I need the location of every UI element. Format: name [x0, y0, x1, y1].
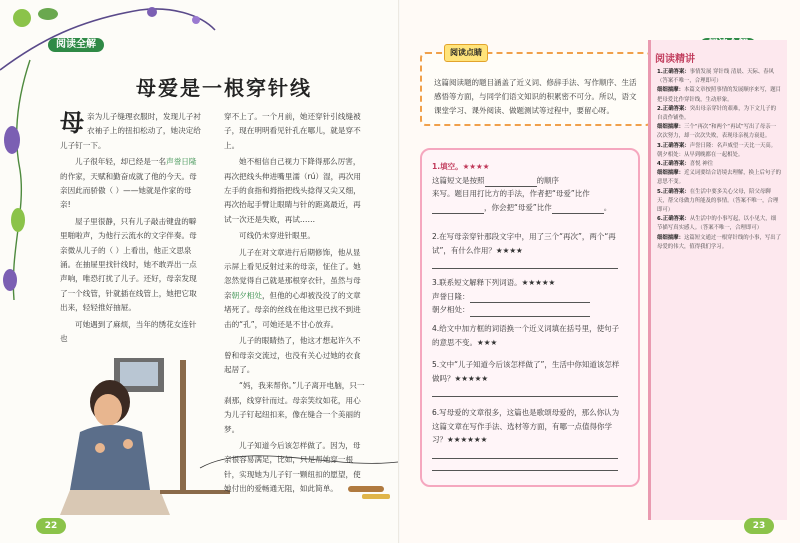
answer-item: 细细揣摩：近义词要结合语境去理解，换上后句子的意思不变。 — [657, 170, 782, 186]
question-6: 6.写母爱的文章很多，这篇也是歌颂母爱的，那么你认为这篇文章在写作手法、选材等方面，有哪一点值得你学习？★★★★★★ — [432, 406, 626, 471]
answer-blank[interactable] — [470, 308, 590, 317]
paragraph: 屋子里很静，只有儿子敲击键盘的噼里啪啦声，为他行云流水的文字伴奏。母亲微从儿子的（ ）上看出，他正文思泉涌。在抽屉里找针线时，她不敢弄出一点声响，唯恐打扰了儿子。还好，母亲发现了一个线管，针就插在线管上，她把它取出来，轻轻推好抽屉。 — [60, 216, 197, 313]
answer-item: 5.正确答案：在生活中要多关心父母，陪父母聊天，帮父母做力所能及的事情。（答案不唯一，合理即可） — [657, 188, 779, 214]
right-page — [400, 0, 800, 543]
paragraph: 儿子很年轻，却已经是一名声誉日隆的作家，天赋和勤奋成就了他的今天。母亲因此而骄傲（ ）——她就是作家的母亲! — [60, 157, 197, 210]
answer-item: 细细揣摩：三个“再次”和两个“再试”写出了母亲一次次努力，却一次次失败，表现母亲视力衰退。 — [657, 124, 776, 140]
article-column-2 — [224, 110, 366, 499]
answer-item: 细细揣摩：这篇短文通过一根穿针线的小事，写出了母爱的伟大，值得我们学习。 — [657, 234, 782, 250]
question-1: 1.填空。★★★★ 这篇短文是按照 的顺序 来写。题目用打比方的手法，作者把“母爱”比作 ，你会把“母爱”比作 。 — [432, 160, 626, 214]
paragraph: 母亲为儿子缝理衣服时，发现儿子衬衣袖子上的扭扣松动了，她决定给儿子钉一下。 — [60, 109, 201, 150]
answer-blank[interactable] — [552, 205, 604, 214]
answer-line[interactable] — [432, 388, 618, 397]
answer-list — [657, 68, 781, 252]
question-5: 5.文中“儿子知道今后该怎样做了”，生活中你知道该怎样做吗？★★★★★ — [432, 358, 626, 397]
highlighted-word: 朝夕相处 — [231, 290, 262, 300]
answer-line[interactable] — [432, 450, 618, 459]
answer-line[interactable] — [432, 260, 618, 269]
page-number: 23 — [744, 518, 774, 534]
question-4: 4.给文中加方框的词语换一个近义词填在括号里，使句子的意思不变。★★★ — [432, 324, 620, 347]
answer-item: 1.正确答案：事情发展 穿针线 清晨、天际、春风（答案不唯一，合理即可） — [657, 69, 775, 85]
question-2: 2.在写母亲穿针那段文字中，用了三个“再次”，两个“再试”，有什么作用？★★★★ — [432, 230, 626, 269]
answer-item: 细细揣摩：本篇文章按照事情的发展顺序来写，题目把母爱比作穿针线，生动形象。 — [657, 87, 782, 103]
lead-tag: 阅读点睛 — [444, 44, 488, 62]
paragraph: 可她遇到了麻烦，当年的绣花女连针也 — [60, 319, 197, 344]
lead-text: 这篇阅读题的题目涵盖了近义词、修辞手法、写作顺序、生活感悟等方面，与同学们语文知识的积累密不可分。所以，语文课堂学习、课外阅读、做题测试等过程中，要留心呀。 — [434, 78, 637, 115]
answer-item: 4.正确答案：喜悦 神往 — [657, 161, 714, 168]
page-number: 22 — [36, 518, 66, 534]
drop-cap: 母 — [60, 109, 84, 137]
answer-item: 6.正确答案：从生活中的小事写起，以小见大，细节描写真实感人。（答案不唯一，合理即可） — [657, 216, 777, 232]
paragraph: 儿子在对文章进行后期修饰，他从显示屏上看见反射过来的母亲，怔住了。她忽然觉得自己就是那根穿衣针，虽然与母亲朝夕相处，但他的心却被没没了的文章堵死了。母亲的丝线在他这里已找不到进击的“孔”，可她还是不甘心放弃。 — [224, 247, 361, 329]
questions-box — [420, 148, 640, 487]
answer-blank[interactable] — [485, 178, 537, 187]
article-title: 母爱是一根穿针线 — [136, 76, 312, 100]
paragraph: 她不相信自己视力下降得那么厉害，再次把线头伸进嘴里濡（rú）湿，再次用左手的食指和拇指把线头捻得又尖又细，再次抬起手臂让眼睛与针的距离最近，再试一次还是失败，再试…… — [224, 157, 362, 224]
mother-sewing-illustration-icon — [50, 340, 250, 520]
paragraph: 穿不上了。一个月前，她还穿针引线缝被子，现在明明看见针孔在哪儿，就是穿不上。 — [224, 112, 361, 150]
answer-heading: 阅读精讲 — [655, 54, 695, 65]
question-3: 3.联系短文解释下列词语。★★★★★ 声誉日隆： 朝夕相处： — [432, 276, 626, 317]
answer-blank[interactable] — [470, 294, 590, 303]
answer-item: 3.正确答案：声誉日隆：名声威望一天比一天高。朝夕相处：从早到晚都在一起相处。 — [657, 142, 777, 158]
section-tag: 阅读全解 — [48, 38, 104, 52]
highlighted-word: 声誉日隆 — [166, 157, 197, 167]
article-column-1 — [60, 110, 202, 349]
answer-item: 2.正确答案：突出母亲穿针的艰难，为下文儿子的自责作铺垫。 — [657, 105, 777, 122]
lead-box — [420, 48, 652, 126]
answer-blank[interactable] — [432, 205, 484, 214]
answer-line[interactable] — [432, 462, 618, 471]
paragraph: 儿子的眼睛热了，他这才想起许久不曾和母亲交流过，也没有关心过她的衣食起居了。 — [224, 336, 361, 374]
answer-column — [648, 40, 787, 520]
paragraph: 可线仍未穿进针眼里。 — [239, 231, 315, 241]
paragraph: 儿子知道今后该怎样做了。因为，母亲很容易满足，比如，只是帮她穿一根针，实现她为儿子钉一颗纽扣的愿望，使她付出的爱畅通无阻，如此简单。 — [224, 440, 361, 494]
paragraph: “妈，我来帮你。”儿子离开电脑，只一刹那，线穿针而过。母亲笑纹如花，用心为儿子钉起纽扣来，像在缝合一个美丽的梦。 — [224, 381, 365, 434]
